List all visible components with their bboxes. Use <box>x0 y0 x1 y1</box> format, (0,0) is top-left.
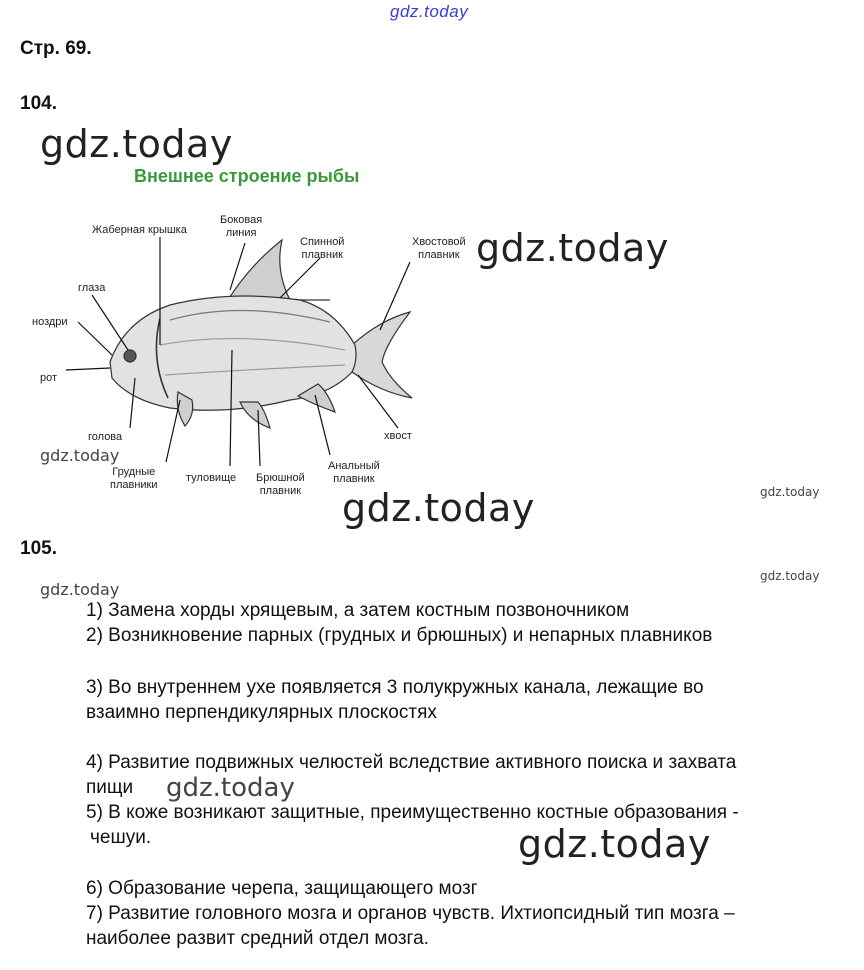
label-pectoral-fins <box>110 466 158 492</box>
answer-2: 2) Возникновение парных (грудных и брюшных) и непарных плавников <box>86 625 713 646</box>
watermark: gdz.today <box>166 773 295 803</box>
label-anal-2: плавник <box>333 473 375 485</box>
answer-7-line-2: наиболее развит средний отдел мозга. <box>86 928 429 949</box>
label-pectoral-2: плавники <box>110 479 158 491</box>
label-gill-cover: Жаберная крышка <box>92 224 187 236</box>
answer-1: 1) Замена хорды хрящевым, а затем костным позвоночником <box>86 600 630 621</box>
watermark: gdz.today <box>760 569 820 583</box>
label-lateral-line-2: линия <box>225 227 257 239</box>
watermark: gdz.today <box>40 122 233 166</box>
label-pelvic-2: плавник <box>259 485 302 497</box>
answer-4-line-2: пищи <box>86 777 134 798</box>
answer-5-line-2: чешуи. <box>90 827 152 848</box>
watermark: gdz.today <box>342 486 535 530</box>
label-mouth: рот <box>40 372 58 384</box>
label-eyes: глаза <box>78 282 106 294</box>
answer-3-line-1: 3) Во внутреннем ухе появляется 3 полукружных канала, лежащие во <box>86 677 704 698</box>
label-lateral-line-1: Боковая <box>220 214 263 226</box>
answer-6: 6) Образование черепа, защищающего мозг <box>86 878 478 899</box>
answer-3-line-2: взаимно перпендикулярных плоскостях <box>86 702 437 723</box>
watermark-top: gdz.today <box>390 2 469 21</box>
task-number-105: 105. <box>20 538 57 559</box>
watermark: gdz.today <box>40 446 120 465</box>
page-label: Стр. 69. <box>20 38 92 59</box>
label-anal-fin <box>328 460 380 486</box>
label-lateral-line <box>220 214 262 240</box>
label-anal-1: Анальный <box>328 460 380 472</box>
answer-5-line-1: 5) В коже возникают защитные, преимущественно костные образования - <box>86 802 739 823</box>
watermark: gdz.today <box>760 485 820 499</box>
label-tail-fin <box>412 236 466 262</box>
label-pelvic-fin <box>256 472 305 498</box>
task-number-104: 104. <box>20 93 57 114</box>
label-trunk: туловище <box>186 472 237 484</box>
watermark: gdz.today <box>518 822 711 866</box>
label-tail-fin-1: Хвостовой <box>412 236 466 248</box>
label-nostrils: ноздри <box>32 316 68 328</box>
label-pectoral-1: Грудные <box>112 466 156 478</box>
label-tail-fin-2: плавник <box>418 249 460 261</box>
label-pelvic-1: Брюшной <box>256 472 305 484</box>
label-dorsal-fin-1: Спинной <box>300 236 345 248</box>
answer-4-line-1: 4) Развитие подвижных челюстей вследствие активного поиска и захвата <box>86 752 737 773</box>
figure-title: Внешнее строение рыбы <box>134 166 360 186</box>
answer-7-line-1: 7) Развитие головного мозга и органов чувств. Ихтиопсидный тип мозга – <box>86 903 735 924</box>
label-dorsal-fin <box>300 236 344 262</box>
watermark: gdz.today <box>476 226 669 270</box>
label-dorsal-fin-2: плавник <box>301 249 343 261</box>
watermark: gdz.today <box>40 580 120 599</box>
label-tail: хвост <box>384 430 412 442</box>
label-head: голова <box>88 431 123 443</box>
